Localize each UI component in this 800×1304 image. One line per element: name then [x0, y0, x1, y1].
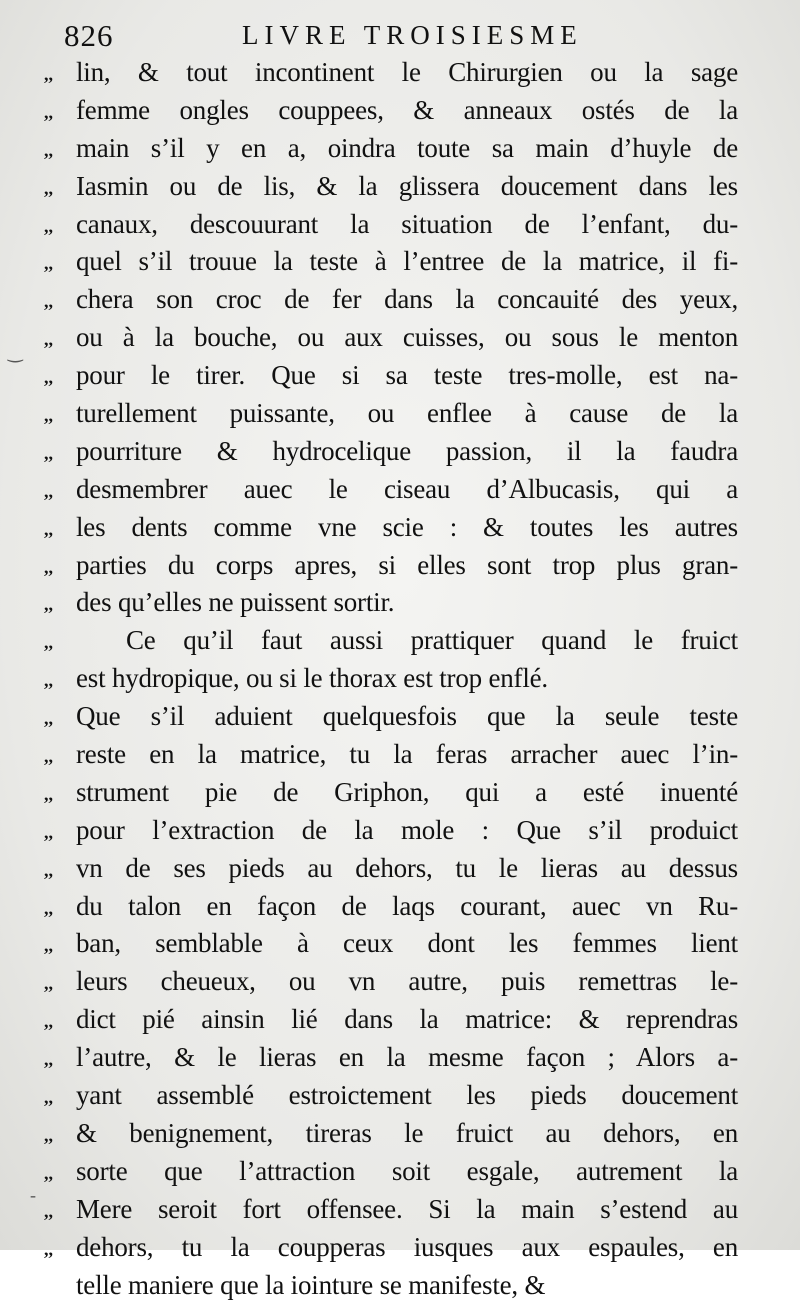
quotation-marker: ,,: [44, 245, 74, 283]
text-line: [30, 1115, 738, 1153]
quotation-marker: ,,: [44, 359, 74, 397]
line-text: des qu’elles ne puissent sortir.: [76, 584, 738, 622]
text-line: [30, 1267, 738, 1304]
line-text: reste en la matrice, tu la feras arracher auec l’in-: [76, 736, 738, 774]
text-line: [30, 850, 738, 888]
line-text: dehors, tu la coupperas iusques aux espaules, en: [76, 1229, 738, 1267]
line-text: desmembrer auec le ciseau d’Albucasis, qui a: [76, 471, 738, 509]
line-text: du talon en façon de laqs courant, auec vn Ru-: [76, 888, 738, 926]
line-text: telle maniere que la iointure se manifeste, &: [76, 1267, 738, 1304]
quotation-marker: ,,: [44, 549, 74, 587]
line-text: ban, semblable à ceux dont les femmes lient: [76, 925, 738, 963]
line-text: leurs cheueux, ou vn autre, puis remettras le-: [76, 963, 738, 1001]
line-text: pour le tirer. Que si sa teste tres-molle, est na-: [76, 357, 738, 395]
line-text: yant assemblé estroictement les pieds doucement: [76, 1077, 738, 1115]
quotation-marker: ,,: [44, 1231, 74, 1269]
line-text: ou à la bouche, ou aux cuisses, ou sous le menton: [76, 319, 738, 357]
text-line: [30, 584, 738, 622]
body-text: [30, 54, 738, 1304]
quotation-marker: ,,: [44, 700, 74, 738]
line-text: femme ongles couppees, & anneaux ostés de la: [76, 92, 738, 130]
text-line: [30, 130, 738, 168]
text-line: [30, 206, 738, 244]
text-line: [30, 1039, 738, 1077]
quotation-marker: ,,: [44, 473, 74, 511]
line-text: & benignement, tireras le fruict au dehors, en: [76, 1115, 738, 1153]
running-title: LIVRE TROISIESME: [242, 20, 583, 51]
quotation-marker: ,,: [44, 56, 74, 94]
quotation-marker: ,,: [44, 132, 74, 170]
text-line: [30, 812, 738, 850]
margin-mark: -: [30, 1185, 36, 1206]
quotation-marker: ,,: [44, 170, 74, 208]
text-line: [30, 1077, 738, 1115]
line-text: strument pie de Griphon, qui a esté inuenté: [76, 774, 738, 812]
line-text: parties du corps apres, si elles sont trop plus gran-: [76, 547, 738, 585]
quotation-marker: ,,: [44, 586, 74, 624]
text-line: [30, 622, 738, 660]
text-line: [30, 281, 738, 319]
text-line: [30, 509, 738, 547]
quotation-marker: ,,: [44, 1193, 74, 1231]
quotation-marker: ,,: [44, 965, 74, 1003]
line-text: Que s’il aduient quelquesfois que la seule teste: [76, 698, 738, 736]
quotation-marker: ,,: [44, 662, 74, 700]
quotation-marker: ,,: [44, 1041, 74, 1079]
text-line: [30, 168, 738, 206]
line-text: sorte que l’attraction soit esgale, autrement la: [76, 1153, 738, 1191]
quotation-marker: ,,: [44, 94, 74, 132]
text-line: [30, 243, 738, 281]
text-line: [30, 660, 738, 698]
line-text: les dents comme vne scie : & toutes les autres: [76, 509, 738, 547]
line-text: chera son croc de fer dans la concauité des yeux,: [76, 281, 738, 319]
quotation-marker: ,,: [44, 1117, 74, 1155]
text-line: [30, 357, 738, 395]
text-line: [30, 433, 738, 471]
text-line: [30, 736, 738, 774]
quotation-marker: ,,: [44, 397, 74, 435]
page-number: 826: [64, 18, 114, 54]
quotation-marker: ,,: [44, 1155, 74, 1193]
text-line: [30, 54, 738, 92]
line-text: l’autre, & le lieras en la mesme façon ; Alors a-: [76, 1039, 738, 1077]
line-text: lin, & tout incontinent le Chirurgien ou la sage: [76, 54, 738, 92]
text-line: [30, 547, 738, 585]
line-text: Mere seroit fort offensee. Si la main s’estend au: [76, 1191, 738, 1229]
line-text: canaux, descouurant la situation de l’enfant, du-: [76, 206, 738, 244]
quotation-marker: ,,: [44, 321, 74, 359]
line-text: turellement puissante, ou enflee à cause de la: [76, 395, 738, 433]
text-line: [30, 471, 738, 509]
line-text: quel s’il trouue la teste à l’entree de la matrice, il fi-: [76, 243, 738, 281]
line-text: pour l’extraction de la mole : Que s’il produict: [76, 812, 738, 850]
page-header: [64, 18, 770, 58]
line-text: est hydropique, ou si le thorax est trop enflé.: [76, 660, 738, 698]
text-line: [30, 395, 738, 433]
text-line: [30, 963, 738, 1001]
quotation-marker: ,,: [44, 1079, 74, 1117]
text-line: [30, 92, 738, 130]
line-text: Ce qu’il faut aussi prattiquer quand le fruict: [76, 622, 738, 660]
quotation-marker: ,,: [44, 435, 74, 473]
quotation-marker: ,,: [44, 1003, 74, 1041]
line-text: pourriture & hydrocelique passion, il la faudra: [76, 433, 738, 471]
text-line: [30, 1153, 738, 1191]
text-line: [30, 698, 738, 736]
quotation-marker: ,,: [44, 208, 74, 246]
text-line: [30, 1229, 738, 1267]
text-line: [30, 925, 738, 963]
quotation-marker: ,,: [44, 511, 74, 549]
margin-mark: ‿: [8, 342, 22, 363]
text-line: [30, 1191, 738, 1229]
quotation-marker: ,,: [44, 852, 74, 890]
text-line: [30, 888, 738, 926]
quotation-marker: ,,: [44, 927, 74, 965]
quotation-marker: ,,: [44, 814, 74, 852]
quotation-marker: ,,: [44, 890, 74, 928]
quotation-marker: ,,: [44, 283, 74, 321]
quotation-marker: ,,: [44, 624, 74, 662]
text-line: [30, 1001, 738, 1039]
line-text: Iasmin ou de lis, & la glissera doucement dans les: [76, 168, 738, 206]
line-text: dict pié ainsin lié dans la matrice: & reprendras: [76, 1001, 738, 1039]
text-line: [30, 774, 738, 812]
quotation-marker: ,,: [44, 776, 74, 814]
quotation-marker: ,,: [44, 738, 74, 776]
line-text: main s’il y en a, oindra toute sa main d’huyle de: [76, 130, 738, 168]
text-line: [30, 319, 738, 357]
line-text: vn de ses pieds au dehors, tu le lieras au dessus: [76, 850, 738, 888]
